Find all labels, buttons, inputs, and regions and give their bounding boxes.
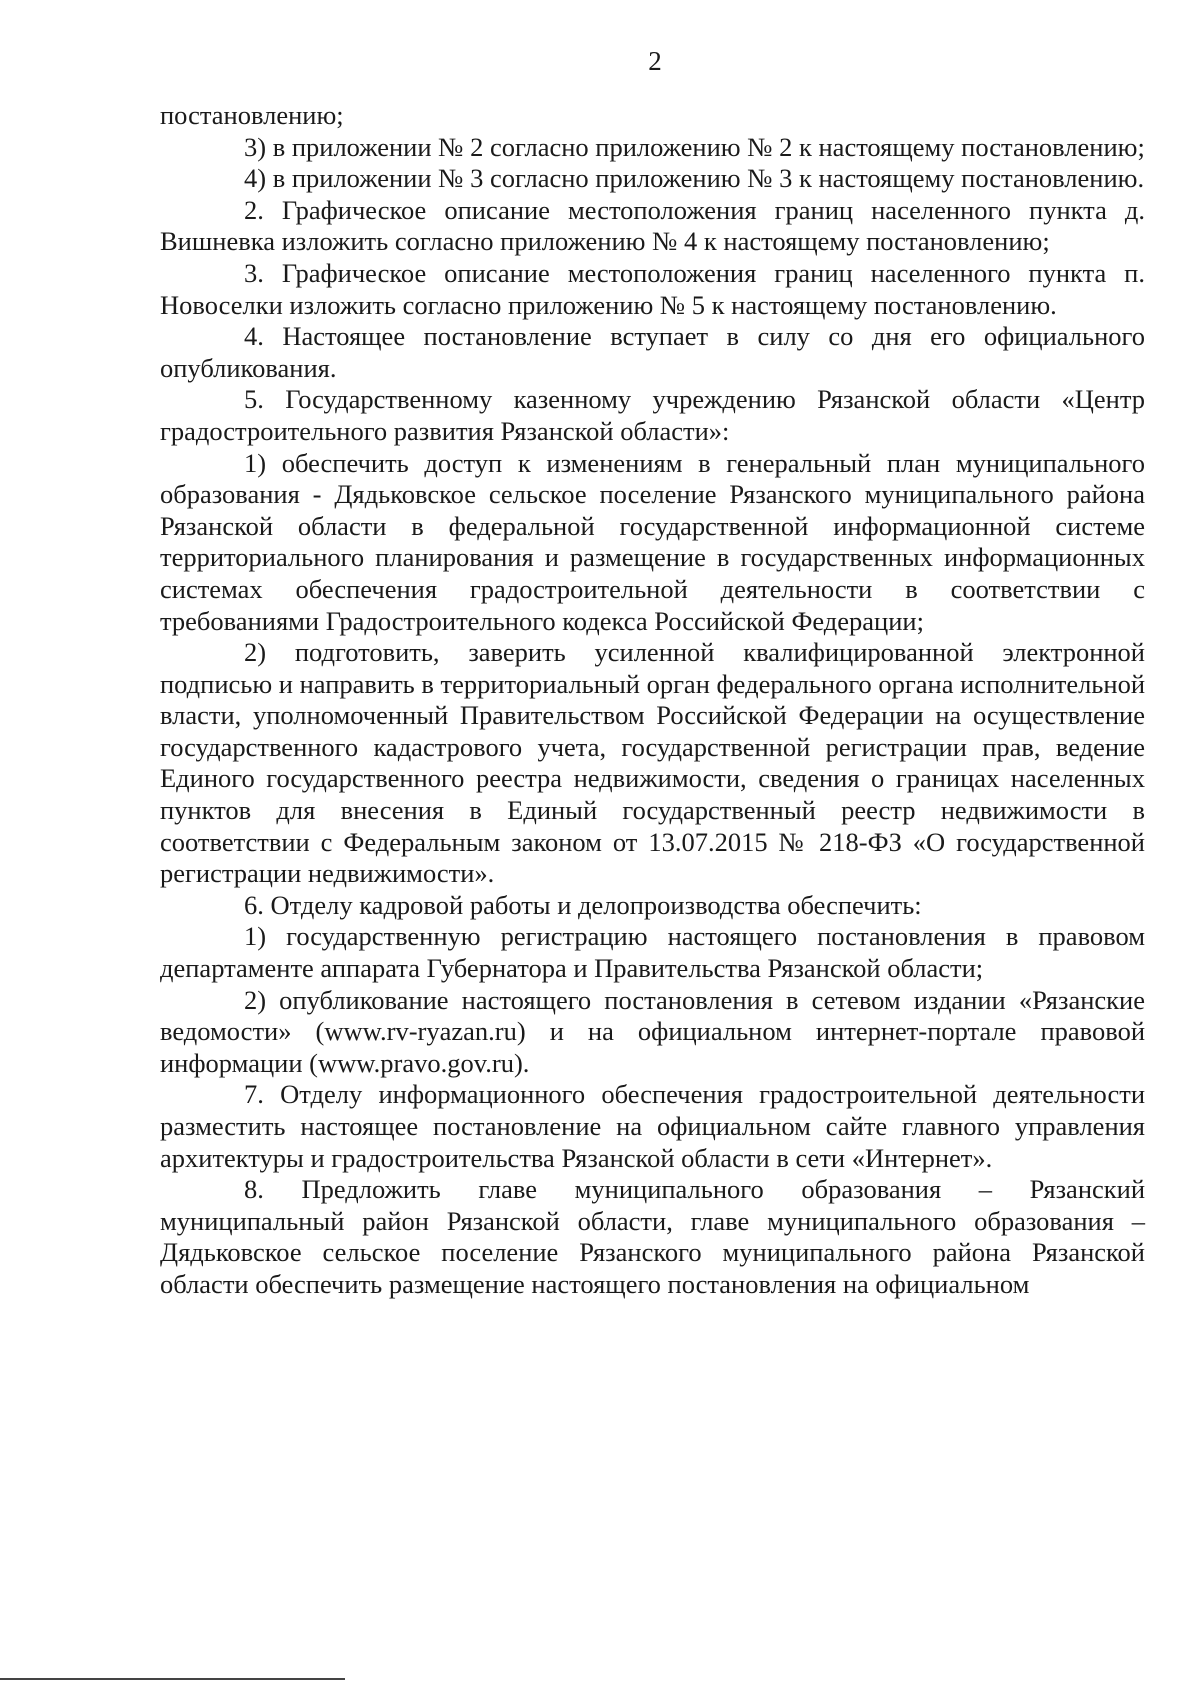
document-body <box>160 100 1145 1301</box>
paragraph-2-vishnevka: 2. Графическое описание местоположения границ населенного пункта д. Вишневка изложить согласно приложению № 4 к настоящему постановлению; <box>160 194 1145 257</box>
scan-edge-line <box>0 1678 345 1680</box>
paragraph-item-4: 4) в приложении № 3 согласно приложению № 3 к настоящему постановлению. <box>244 163 1145 194</box>
paragraph-4-entry-into-force: 4. Настоящее постановление вступает в силу со дня его официального опубликования. <box>160 321 1145 383</box>
paragraph-6-2-publication: 2) опубликование настоящего постановления в сетевом издании «Рязанские ведомости» (www.rv-ryazan.ru) и на официальном интернет-портале правовой информации (www.pravo.gov.ru). <box>160 984 1145 1078</box>
paragraph-7-info-department: 7. Отделу информационного обеспечения градостроительной деятельности разместить настоящее постановление на официальном сайте главного управления архитектуры и градостроительства Рязанской области в сети «Интернет». <box>160 1079 1145 1173</box>
paragraph-5-gku-center: 5. Государственному казенному учреждению Рязанской области «Центр градостроительного развития Рязанской области»: <box>160 384 1145 446</box>
paragraph-item-3: 3) в приложении № 2 согласно приложению № 2 к настоящему постановлению; <box>244 131 1145 162</box>
paragraph-5-2-sign-and-send: 2) подготовить, заверить усиленной квалифицированной электронной подписью и направить в территориальный орган федерального органа исполнительной власти, уполномоченный Правительством Российской Федерации на осуществление государственного кадастрового учета, государственной регистрации прав, ведение Единого государственного реестра недвижимости, сведения о границах населенных пунктов для внесения в Единый государственный реестр недвижимости в соответствии с Федеральным законом от 13.07.2015 № 218-ФЗ «О государственной регистрации недвижимости». <box>160 637 1145 889</box>
paragraph-6-hr-department: 6. Отделу кадровой работы и делопроизводства обеспечить: <box>244 889 922 920</box>
paragraph-6-1-registration: 1) государственную регистрацию настоящего постановления в правовом департаменте аппарата Губернатора и Правительства Рязанской области; <box>160 921 1145 984</box>
paragraph-continuation: постановлению; <box>160 100 344 130</box>
page-number: 2 <box>648 46 662 76</box>
paragraph-8-municipal-heads: 8. Предложить главе муниципального образования – Рязанский муниципальный район Рязанской области, главе муниципального образования – Дядьковское сельское поселение Рязанского муниципального района Рязанской области обеспечить размещение настоящего постановления на официальном <box>160 1174 1145 1299</box>
paragraph-3-novoselki: 3. Графическое описание местоположения границ населенного пункта п. Новоселки изложить согласно приложению № 5 к настоящему постановлению. <box>160 257 1145 320</box>
paragraph-5-1-access: 1) обеспечить доступ к изменениям в генеральный план муниципального образования - Дядьковское сельское поселение Рязанского муниципального района Рязанской области в федеральной государственной информационной системе территориального планирования и размещение в государственных информационных системах обеспечения градостроительной деятельности в соответствии с требованиями Градостроительного кодекса Российской Федерации; <box>160 447 1145 636</box>
